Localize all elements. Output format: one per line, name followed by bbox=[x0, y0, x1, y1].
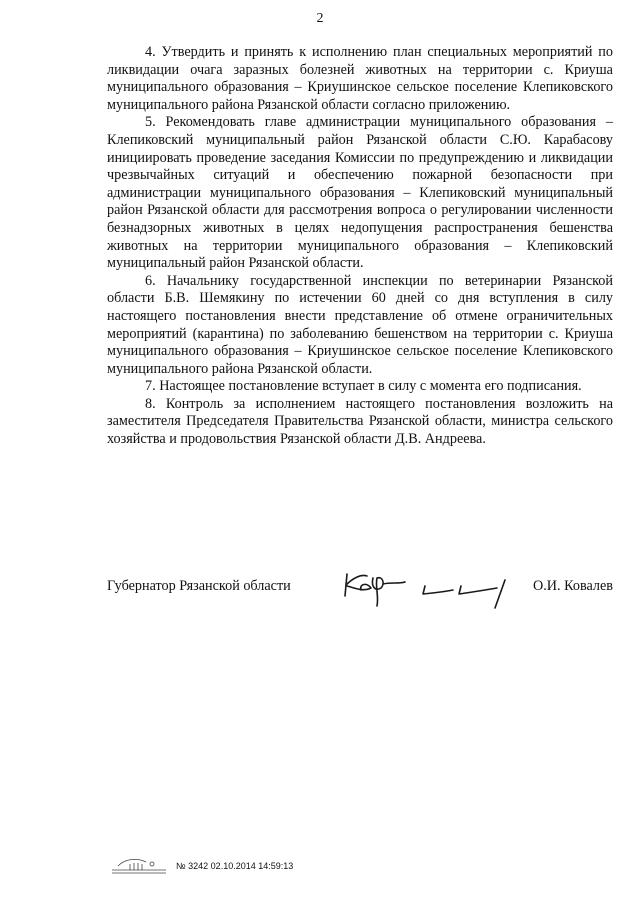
signer-title: Губернатор Рязанской области bbox=[107, 578, 291, 594]
signer-name: О.И. Ковалев bbox=[533, 578, 613, 594]
registration-footer bbox=[108, 856, 293, 876]
paragraph-8: 8. Контроль за исполнением настоящего постановления возложить на заместителя Председателя Правительства Рязанской области, министра сельского хозяйства и продовольствия Рязанской области Д.В. Андреева. bbox=[107, 395, 613, 448]
handwritten-signature bbox=[341, 566, 511, 610]
paragraph-6: 6. Начальнику государственной инспекции по ветеринарии Рязанской области Б.В. Шемякину по истечении 60 дней со дня вступления в силу настоящего постановления внести представление об отмене ограничительных мероприятий (карантина) по заболеванию бешенством на территории с. Криуша муниципального образования – Криушинское сельское поселение Клепиковского муниципального района Рязанской области. bbox=[107, 272, 613, 377]
paragraph-4: 4. Утвердить и принять к исполнению план специальных мероприятий по ликвидации очага заразных болезней животных на территории с. Криуша муниципального образования – Криушинское сельское поселение Клепиковского муниципального района Рязанской области согласно приложению. bbox=[107, 44, 613, 113]
paragraph-7: 7. Настоящее постановление вступает в силу с момента его подписания. bbox=[145, 378, 582, 395]
paragraph-5: 5. Рекомендовать главе администрации муниципального образования – Клепиковский муниципальный район Рязанской области С.Ю. Карабасову инициировать проведение заседания Комиссии по предупреждению и ликвидации чрезвычайных ситуаций и обеспечению пожарной безопасности при администрации муниципального образования – Клепиковский муниципальный район Рязанской области для рассмотрения вопроса о регулировании численности безнадзорных животных в целях недопущения распространения бешенства животных на территории муниципального образования – Клепиковский муниципальный район Рязанской области. bbox=[107, 114, 613, 272]
document-body bbox=[107, 44, 613, 449]
registry-stamp-icon bbox=[108, 856, 170, 876]
page-number: 2 bbox=[316, 11, 324, 26]
document-registration-number: № 3242 02.10.2014 14:59:13 bbox=[176, 861, 294, 871]
signature-block bbox=[107, 566, 613, 610]
